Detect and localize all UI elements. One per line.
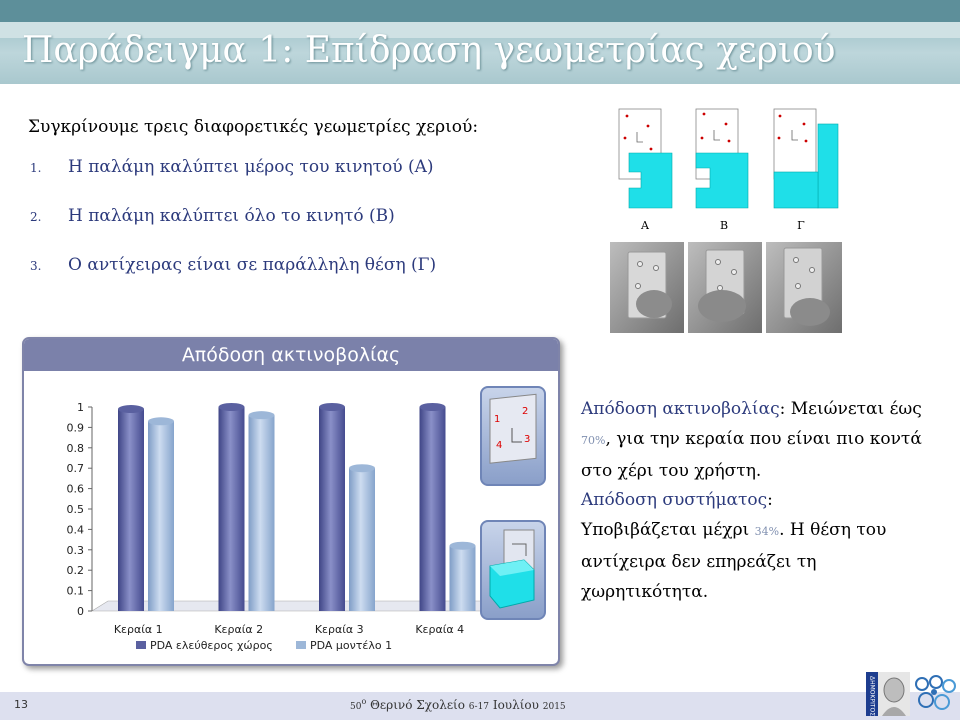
bar-Κεραία 4-PDA ελεύθερος χώρος <box>420 407 446 611</box>
antenna-layout-thumbnail <box>480 386 546 486</box>
y-tick-label: 0.2 <box>66 564 84 578</box>
footer-sup: ο <box>361 697 367 706</box>
footer-num: 50 <box>350 702 362 712</box>
y-tick-label: 0 <box>77 605 84 618</box>
list-number: 1. <box>30 161 42 175</box>
footer-text <box>350 697 566 712</box>
category-label: Κεραία 1 <box>113 623 163 636</box>
y-tick-label: 0.4 <box>66 523 84 537</box>
bar-Κεραία 4-PDA μοντέλο 1 <box>450 546 476 611</box>
y-tick-label: 0.9 <box>66 421 84 435</box>
y-tick-label: 1 <box>77 401 84 414</box>
list-item <box>30 206 436 255</box>
y-tick-label: 0.5 <box>66 503 84 516</box>
bar-cap <box>319 403 345 411</box>
hand-model-thumbnail <box>480 520 546 620</box>
radiation-colon: : <box>779 399 786 419</box>
radiation-label: Απόδοση ακτινοβολίας <box>581 399 780 419</box>
list-item <box>30 255 436 304</box>
antenna-label: 2 <box>522 406 529 417</box>
intro-text: Συγκρίνουμε τρεις διαφορετικές γεωμετρίες χεριού: <box>28 117 479 137</box>
geometry-a <box>619 109 672 208</box>
bar-chart <box>24 371 558 664</box>
bar-Κεραία 3-PDA μοντέλο 1 <box>349 468 375 611</box>
list-number: 3. <box>30 259 42 273</box>
diagram-label-c: Γ <box>797 219 805 232</box>
system-text-b: . Η θέση του αντίχειρα δεν επηρεάζει τη χωρητικότητα. <box>581 520 887 602</box>
bar-cap <box>349 464 375 472</box>
top-band <box>0 0 960 22</box>
y-tick-label: 0.6 <box>66 482 84 496</box>
bar-Κεραία 3-PDA ελεύθερος χώρος <box>319 407 345 611</box>
hand-geometry-diagram <box>608 100 848 235</box>
geometry-list <box>30 157 436 304</box>
bar-cap <box>219 403 245 411</box>
list-text: Ο αντίχειρας είναι σε παράλληλη θέση (Γ) <box>68 255 437 275</box>
system-colon: : <box>767 490 773 510</box>
list-text: Η παλάμη καλύπτει όλο το κινητό (Β) <box>68 206 395 226</box>
y-tick-label: 0.7 <box>66 462 84 476</box>
photo-b <box>688 242 762 333</box>
category-label: Κεραία 4 <box>415 623 465 636</box>
demokritos-logo <box>866 672 910 716</box>
footer-text1: Θερινό Σχολείο <box>366 698 469 712</box>
radiation-efficiency-paragraph <box>581 394 941 486</box>
category-label: Κεραία 3 <box>314 623 364 636</box>
legend-swatch <box>296 641 306 649</box>
hand-photos <box>610 242 842 333</box>
list-number: 2. <box>30 210 42 224</box>
bar-cap <box>420 403 446 411</box>
y-tick-label: 0.1 <box>66 584 84 598</box>
bar-Κεραία 2-PDA μοντέλο 1 <box>249 415 275 611</box>
diagram-label-b: B <box>719 219 729 232</box>
summer-school-logo <box>912 672 958 716</box>
radiation-text-b: , για την κεραία που είναι πιο κοντά στο χέρι του χρήστη. <box>581 429 922 481</box>
bar-Κεραία 2-PDA ελεύθερος χώρος <box>219 407 245 611</box>
photo-c <box>766 242 842 333</box>
slide-title: Παράδειγμα 1: Επίδραση γεωμετρίας χεριού <box>22 30 836 71</box>
bar-cap <box>249 411 275 419</box>
logo-text: ΔΗΜΟΚΡΙΤΟΣ <box>868 676 876 716</box>
antenna-label: 1 <box>494 414 501 425</box>
antenna-label: 3 <box>524 434 531 445</box>
list-item <box>30 157 436 206</box>
antenna-label: 4 <box>496 440 503 451</box>
system-efficiency-paragraph <box>581 485 941 607</box>
legend-label: PDA ελεύθερος χώρος <box>150 639 273 652</box>
bar-Κεραία 1-PDA μοντέλο 1 <box>148 421 174 611</box>
diagram-label-a: A <box>641 219 649 232</box>
y-tick-label: 0.3 <box>66 543 84 557</box>
system-label: Απόδοση συστήματος <box>581 490 768 510</box>
legend-label: PDA μοντέλο 1 <box>310 639 393 652</box>
bar-cap <box>118 405 144 413</box>
system-percent: 34% <box>754 525 780 538</box>
photo-a <box>610 242 684 333</box>
bar-cap <box>450 542 476 550</box>
legend-swatch <box>136 641 146 649</box>
chart-panel <box>22 337 560 666</box>
y-tick-label: 0.8 <box>66 441 84 455</box>
radiation-percent: 70% <box>581 434 606 447</box>
page-number: 13 <box>14 698 28 711</box>
footer-text2: Ιουλίου <box>489 698 543 712</box>
list-text: Η παλάμη καλύπτει μέρος του κινητού (Α) <box>68 157 434 177</box>
footer-dates: 6-17 <box>468 702 490 712</box>
system-text-a: Υποβιβάζεται μέχρι <box>581 520 755 540</box>
geometry-c <box>774 109 838 208</box>
radiation-text-a: Μειώνεται έως <box>785 399 922 419</box>
chart-title: Απόδοση ακτινοβολίας <box>24 339 558 371</box>
bar-Κεραία 1-PDA ελεύθερος χώρος <box>118 409 144 611</box>
category-label: Κεραία 2 <box>214 623 264 636</box>
footer-year: 2015 <box>542 702 566 712</box>
bar-cap <box>148 417 174 425</box>
geometry-b <box>696 109 748 208</box>
